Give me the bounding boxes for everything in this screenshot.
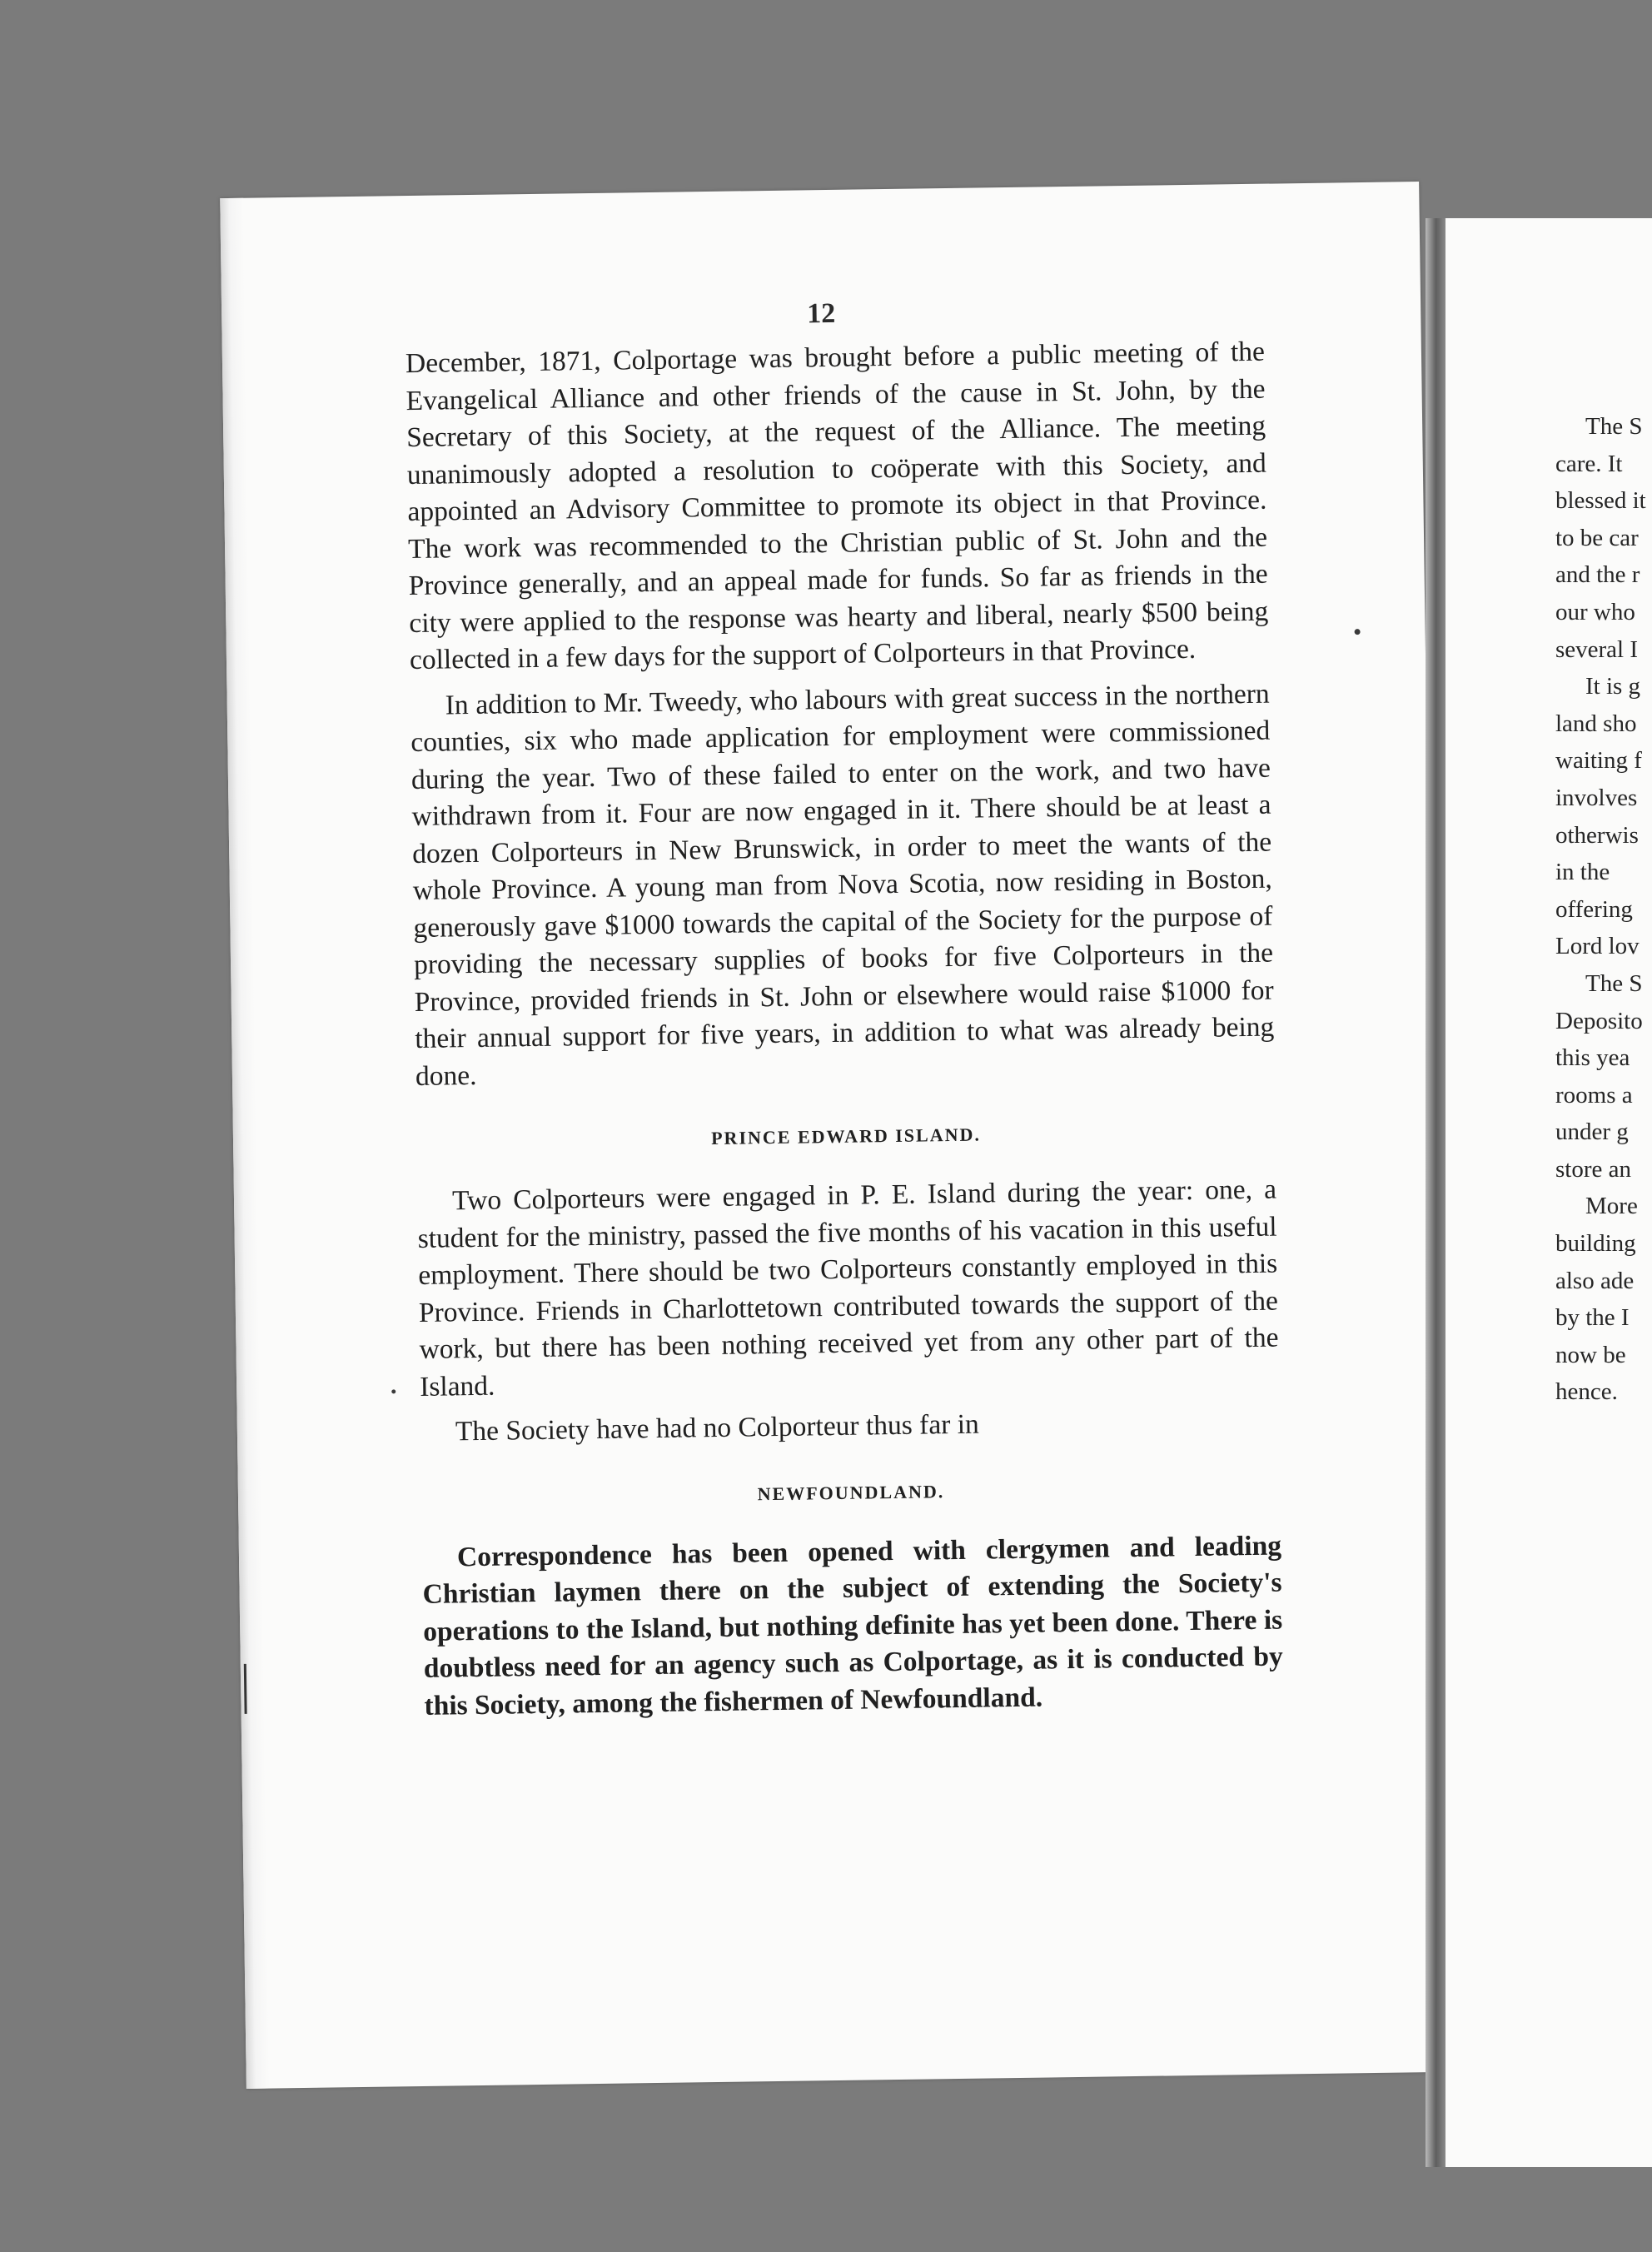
right-page-line: under g: [1555, 1119, 1629, 1146]
right-page-text: [1555, 408, 1652, 1411]
right-page-line: otherwis: [1555, 821, 1639, 849]
ink-speck: [1355, 629, 1361, 635]
edge-mark: [244, 1664, 247, 1714]
right-page-line: offering: [1555, 895, 1633, 923]
heading-prince-edward-island: PRINCE EDWARD ISLAND.: [710, 1124, 982, 1149]
right-page: [1446, 218, 1652, 2167]
right-page-line: building: [1555, 1230, 1636, 1258]
page-number: 12: [806, 297, 836, 330]
right-page-line: land sho: [1555, 710, 1637, 737]
right-page-line: to be car: [1555, 524, 1639, 551]
right-page-line: hence.: [1555, 1378, 1618, 1406]
right-page-line: and the r: [1555, 561, 1640, 589]
right-page-line: The S: [1585, 969, 1643, 997]
right-page-line: store an: [1555, 1155, 1631, 1183]
right-page-line: also ade: [1555, 1267, 1635, 1294]
right-page-line: waiting f: [1555, 747, 1642, 775]
ink-speck: [391, 1389, 396, 1393]
right-page-line: by the I: [1555, 1304, 1630, 1332]
paragraph-new-brunswick-colporteurs: In addition to Mr. Tweedy, who labours with great success in the northern counties, six who made application for employment were commissioned during the year. Two of these failed to enter on the work, and two have withdrawn from it. Four are now engaged in it. There should be at least a dozen Colporteurs in New Brunswick, in order to meet the wants of the whole Province. A young man from Nova Scotia, now residing in Boston, generously gave $1000 towards the capital of the Society for the purpose of providing the necessary supplies of books for five Colporteurs in the Province, provided friends in St. John or elsewhere would raise $1000 for their annual support for five years, in addition to what was already being done.: [411, 678, 1275, 1092]
right-page-line: It is g: [1585, 673, 1641, 700]
paragraph-new-brunswick-meeting: December, 1871, Colportage was brought before a public meeting of the Evangelical Alliance and other friends of the cause in St. John, by the Secretary of this Society, at the request of the Alliance. The meeting unanimously adopted a resolution to coöperate with this Society, and appointed an Advisory Committee to promote its object in that Province. The work was recommended to the Christian public of St. John and the Province generally, and an appeal made for funds. So far as friends in the city were applied to the response was hearty and liberal, nearly $500 being collected in a few days for the support of Colporteurs in that Province.: [405, 336, 1269, 676]
right-page-line: our who: [1555, 598, 1635, 625]
page-text: [406, 334, 1284, 1725]
right-page-line: this yea: [1555, 1044, 1630, 1072]
paragraph-society-no-colporteur: The Society have had no Colporteur thus far in: [455, 1408, 980, 1447]
right-page-line: Deposito: [1555, 1007, 1643, 1034]
paragraph-pei-colporteurs: Two Colporteurs were engaged in P. E. Island during the year: one, a student for the ministry, passed the five months of his vacation in this useful employment. There should be two Colporteurs constantly employed in this Province. Friends in Charlottetown contributed towards the support of the work, but there has been nothing received yet from any other part of the Island.: [417, 1173, 1279, 1403]
paragraph-newfoundland: Correspondence has been opened with clergymen and leading Christian laymen there on the subject of extending the Society's operations to the Island, but nothing definite has yet been done. There is doubtless need for an agency such as Colportage, as it is conducted by this Society, among the fishermen of Newfoundland.: [422, 1530, 1284, 1721]
heading-newfoundland: NEWFOUNDLAND.: [757, 1480, 945, 1504]
right-page-line: rooms a: [1555, 1081, 1633, 1109]
right-page-line: involves: [1555, 784, 1638, 811]
right-page-line: in the: [1555, 859, 1610, 886]
right-page-line: blessed it: [1555, 487, 1646, 515]
left-page: [220, 182, 1446, 2089]
right-page-line: More: [1585, 1193, 1638, 1220]
right-page-line: The S: [1585, 413, 1643, 440]
right-page-line: Lord lov: [1555, 933, 1640, 960]
right-page-line: several I: [1555, 635, 1639, 663]
right-page-line: care. It: [1555, 450, 1623, 477]
right-page-line: now be: [1555, 1341, 1626, 1368]
